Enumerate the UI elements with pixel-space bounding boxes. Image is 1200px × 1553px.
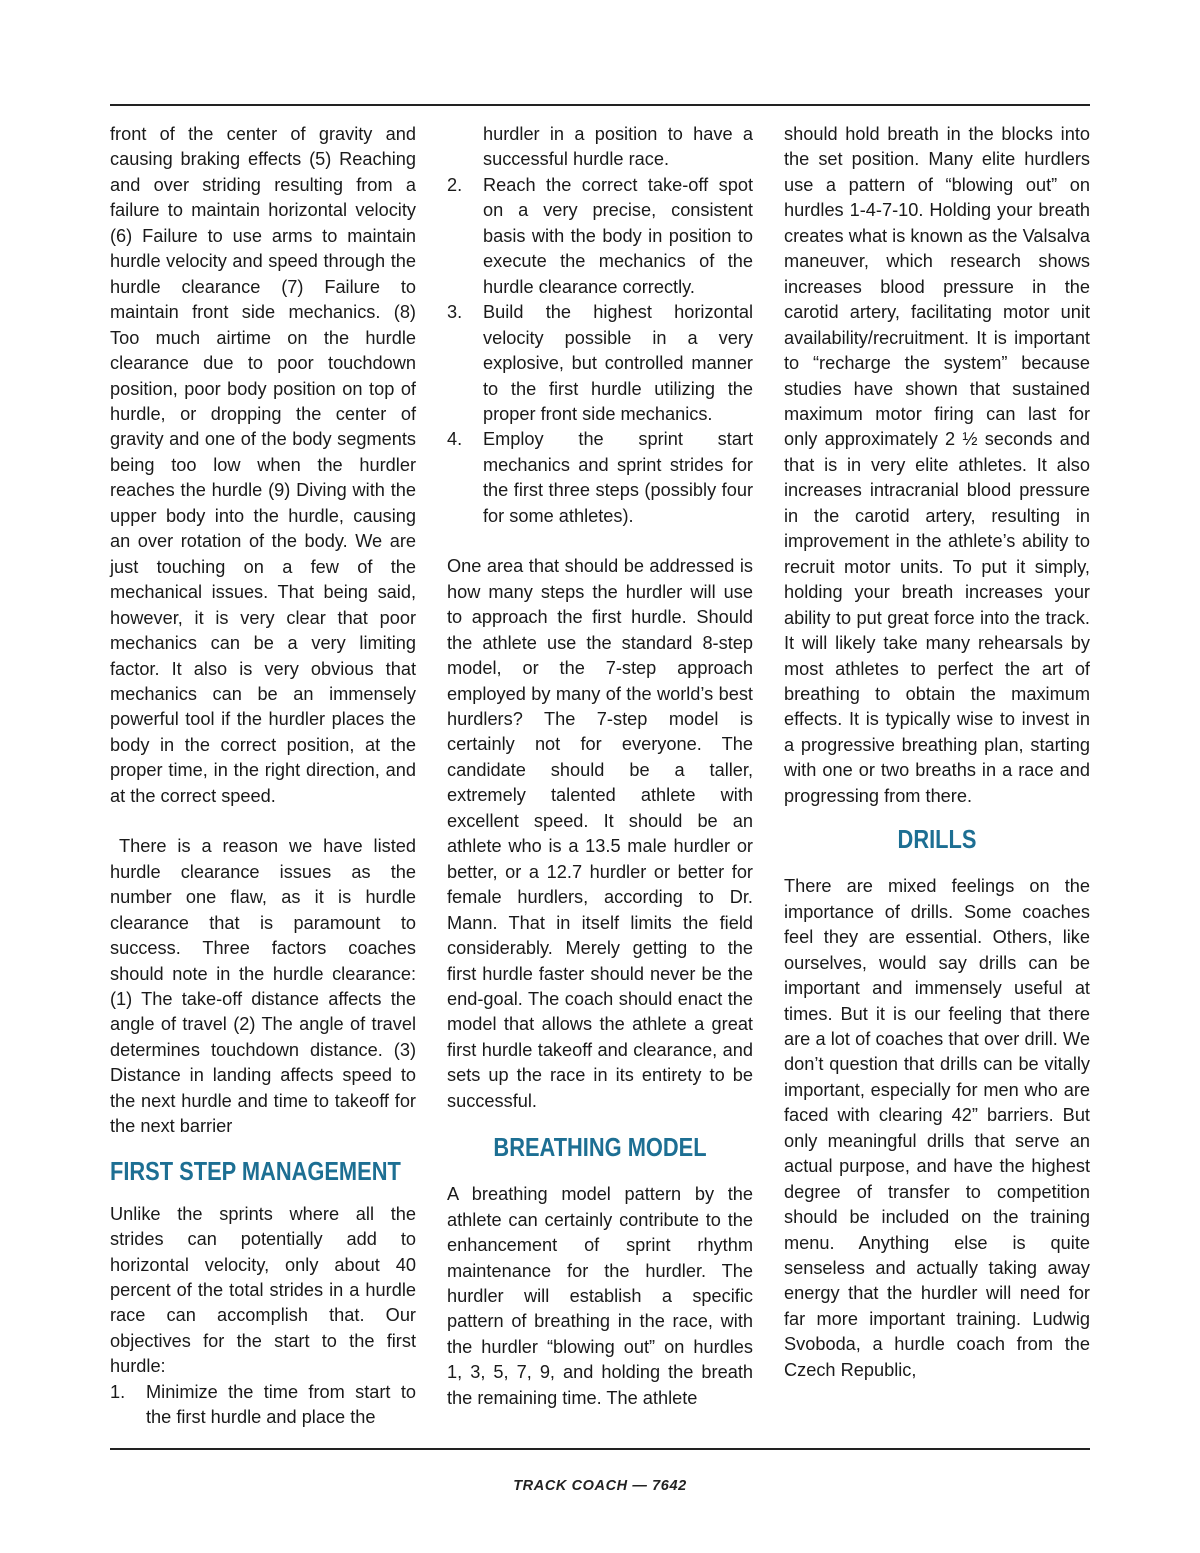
- list-number: 2.: [447, 174, 463, 195]
- bottom-rule: [110, 1448, 1090, 1450]
- col1-paragraph-2: There is a reason we have listed hurdle clearance issues as the number one flaw, as it is hurdle clearance that is paramount to success. Three factors coaches should note in the hurdle clearance: (1) The take-off distance affects the angle of travel (2) The angle of travel determines touchdown distance. (3) Distance in landing affects speed to the next hurdle and time to takeoff for the next barrier: [110, 836, 416, 1137]
- heading-drills: DRILLS: [897, 824, 977, 855]
- col3-paragraph-2: There are mixed feelings on the importance of drills. Some coaches feel they are essential. Others, like ourselves, would say drills can be important and immensely useful at times. But it is our feeling that there are a lot of coaches that over drill. We don’t question that drills can be vitally important, especially for men who are faced with clearing 42” barriers. But only meaningful drills that serve an actual purpose, and have the highest degree of transfer to competition should be included on the training menu. Anything else is quite senseless and actually taking away energy that the hurdler will need for far more important training. Ludwig Svoboda, a hurdle coach from the Czech Republic,: [784, 876, 1090, 1380]
- col1-paragraph-3: Unlike the sprints where all the strides can potentially add to horizontal velocity, only about 40 percent of the total strides in a hurdle race can accomplish that. Our objectives for the start to the first hurdle:: [110, 1203, 416, 1377]
- objectives-list: [110, 1380, 416, 1431]
- objectives-list-continued: [447, 122, 753, 529]
- list-item: [110, 1380, 416, 1431]
- col1-paragraph-1: front of the center of gravity and causing braking effects (5) Reaching and over striding resulting from a failure to maintain horizontal velocity (6) Failure to use arms to maintain hurdle velocity and speed through the hurdle clearance (7) Failure to maintain front side mechanics. (8) Too much airtime on the hurdle clearance due to poor touchdown position, poor body position on top of hurdle, or dropping the center of gravity and one of the body segments being too low when the hurdler reaches the hurdle (9) Diving with the upper body into the hurdle, causing an over rotation of the body. We are just touching on a few of the mechanical issues. That being said, however, it is very clear that poor mechanics can be a very limiting factor. It also is very obvious that mechanics can be an immensely powerful tool if the hurdler places the body in the correct position, at the proper time, in the right direction, and at the correct speed.: [110, 124, 416, 806]
- list-number: 3.: [447, 302, 463, 323]
- list-text: Employ the sprint start mechanics and sprint strides for the first three steps (possibly four for some athletes).: [483, 429, 753, 526]
- heading-breathing-model: BREATHING MODEL: [493, 1132, 707, 1163]
- list-text: Minimize the time from start to the first hurdle and place the: [146, 1381, 416, 1428]
- page-footer: TRACK COACH — 7642: [513, 1478, 687, 1494]
- list-item: [447, 173, 753, 300]
- column-3: [784, 122, 1090, 1383]
- top-rule: [110, 104, 1090, 106]
- list-item: [447, 427, 753, 529]
- heading-first-step-management: FIRST STEP MANAGEMENT: [110, 1155, 401, 1186]
- list-text: Reach the correct take-off spot on a very precise, consistent basis with the body in position to execute the mechanics of the hurdle clearance correctly.: [483, 174, 753, 297]
- col2-paragraph-2: A breathing model pattern by the athlete can certainly contribute to the enhancement of sprint rhythm maintenance for the hurdler. The hurdler will establish a specific pattern of breathing in the race, with the hurdler “blowing out” on hurdles 1, 3, 5, 7, 9, and holding the breath the remaining time. The athlete: [447, 1184, 753, 1408]
- column-2: [447, 122, 753, 1411]
- column-1: [110, 122, 416, 1431]
- col3-paragraph-1: should hold breath in the blocks into the set position. Many elite hurdlers use a pattern of “blowing out” on hurdles 1-4-7-10. Holding your breath creates what is known as the Valsalva maneuver, which research shows increases blood pressure in the carotid artery, facilitating motor unit availability/recruitment. It is important to “recharge the system” because studies have shown that sustained maximum motor firing can last for only approximately 2 ½ seconds and that is in very elite athletes. It also increases intracranial blood pressure in the carotid artery, resulting in improvement in the athlete’s ability to recruit motor units. To put it simply, holding your breath increases your ability to put great force into the track. It will likely take many rehearsals by most athletes to perfect the art of breathing to obtain the maximum effects. It is typically wise to invest in a progressive breathing plan, starting with one or two breaths in a race and progressing from there.: [784, 124, 1090, 806]
- list-text: hurdler in a position to have a successful hurdle race.: [483, 124, 753, 170]
- col2-paragraph-1: One area that should be addressed is how many steps the hurdler will use to approach the first hurdle. Should the athlete use the standard 8-step model, or the 7-step approach employed by many of the world’s best hurdlers? The 7-step model is certainly not for everyone. The candidate should be a taller, extremely talented athlete with excellent speed. It should be an athlete who is a 13.5 male hurdler or better, or a 12.7 hurdler or better for female hurdlers, according to Dr. Mann. That in itself limits the field considerably. Merely getting to the first hurdle faster should never be the end-goal. The coach should enact the model that allows the athlete a great first hurdle takeoff and clearance, and sets up the race in its entirety to be successful.: [447, 556, 753, 1111]
- list-item: [447, 122, 753, 173]
- list-item: [447, 300, 753, 427]
- list-number: 1.: [110, 1381, 126, 1402]
- list-number: 4.: [447, 429, 463, 450]
- list-text: Build the highest horizontal velocity possible in a very explosive, but controlled manner to the first hurdle utilizing the proper front side mechanics.: [483, 302, 753, 424]
